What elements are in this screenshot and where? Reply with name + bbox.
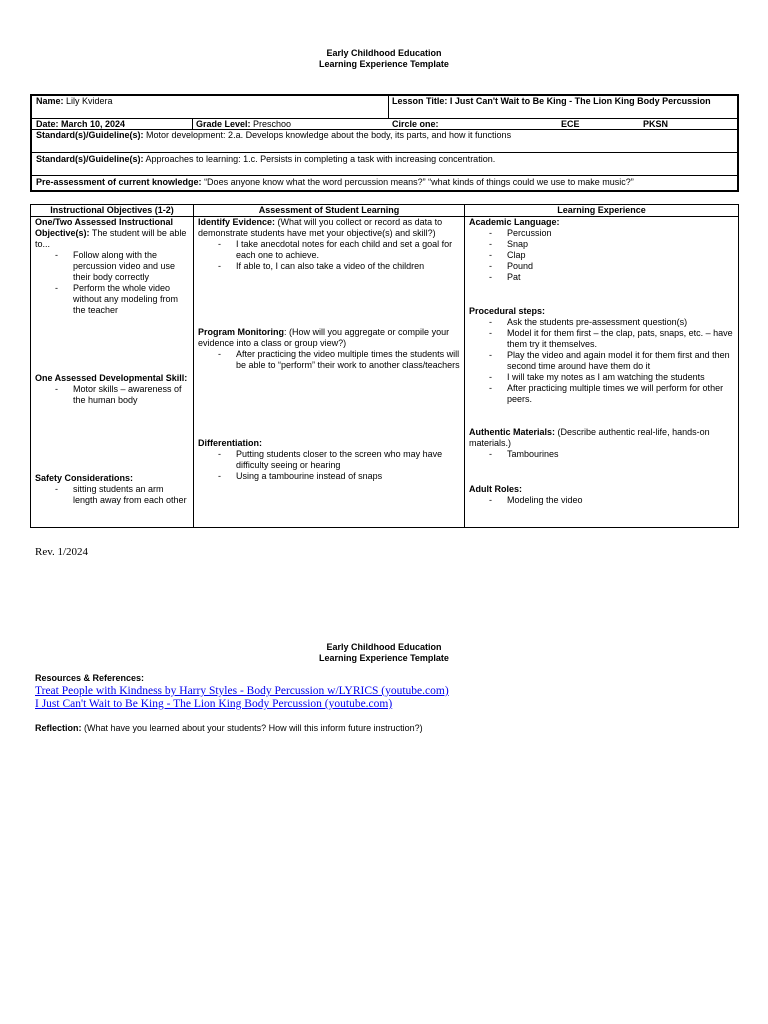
procedural-steps-section: Procedural steps: - Ask the students pre-assessment question(s) - Model it for them first – the clap, pats, snaps, etc. – have them try it themselves. - Play the video and again model it for them first and then second time around have them do it - I will take my notes as I am watching the students - After practicing multiple times we will perform for other peers. <box>469 306 734 405</box>
authentic-materials-section: Authentic Materials: (Describe authentic real-life, hands-on materials.) - Tambourines <box>469 427 734 460</box>
objectives-section: One/Two Assessed Instructional Objective(s): The student will be able to... - Follow along with the percussion video and use their body correctly - Perform the whole video without any modeling from the teacher <box>35 217 189 316</box>
lesson-info-table <box>30 94 739 192</box>
list-item: - Putting students closer to the screen who may have difficulty seeing or hearing <box>198 449 460 471</box>
list-item: - I take anecdotal notes for each child and set a goal for each one to achieve. <box>198 239 460 261</box>
doc-title-page2: Early Childhood Education <box>326 642 442 652</box>
list-item: - Modeling the video <box>469 495 734 506</box>
pre-assessment: Pre-assessment of current knowledge: “Does anyone know what the word percussion means?” “what kinds of things could we use to make music?” <box>36 177 634 187</box>
objectives-column <box>31 205 194 527</box>
list-item: - Ask the students pre-assessment question(s) <box>469 317 734 328</box>
column-header: Learning Experience <box>465 205 738 217</box>
list-item: - Motor skills – awareness of the human body <box>35 384 189 406</box>
doc-subtitle-page2: Learning Experience Template <box>319 653 449 663</box>
resources-heading: Resources & References: <box>35 673 145 683</box>
list-item: - After practicing the video multiple times the students will be able to “perform” their work to another class/teachers <box>198 349 460 371</box>
column-header: Instructional Objectives (1-2) <box>31 205 193 217</box>
list-item: - Using a tambourine instead of snaps <box>198 471 460 482</box>
differentiation-section: Differentiation: - Putting students closer to the screen who may have difficulty seeing or hearing - Using a tambourine instead of snaps <box>198 438 460 482</box>
list-item: - I will take my notes as I am watching the students <box>469 372 734 383</box>
evidence-section: Identify Evidence: (What will you collect or record as data to demonstrate students have met your objective(s) and skill?) - I take anecdotal notes for each child and set a goal for each one to achieve. - If able to, I can also take a video of the children <box>198 217 460 272</box>
list-item: - Clap <box>469 250 734 261</box>
list-item: - Model it for them first – the clap, pats, snaps, etc. – have them try it themselves. <box>469 328 734 350</box>
adult-roles-section: Adult Roles: - Modeling the video <box>469 484 734 506</box>
safety-section: Safety Considerations: - sitting students an arm length away from each other <box>35 473 189 506</box>
academic-language-section: Academic Language: - Percussion - Snap - Clap - Pound - Pat <box>469 217 734 283</box>
assessment-column <box>194 205 465 527</box>
name-field: Name: Lily Kvidera <box>36 96 113 106</box>
lesson-title-field: Lesson Title: I Just Can't Wait to Be King - The Lion King Body Percussion <box>392 96 711 106</box>
learning-experience-column <box>465 205 738 527</box>
lesson-plan-table <box>30 204 739 528</box>
doc-title: Early Childhood Education <box>326 48 442 58</box>
circle-option-ece: ECE <box>561 119 580 129</box>
list-item: - Follow along with the percussion video and use their body correctly <box>35 250 189 283</box>
list-item: - Pound <box>469 261 734 272</box>
standard-2: Standard(s)/Guideline(s): Approaches to learning: 1.c. Persists in completing a task with increasing concentration. <box>36 154 496 164</box>
column-header: Assessment of Student Learning <box>194 205 464 217</box>
circle-one-field: Circle one: ECE PKSN <box>392 119 669 129</box>
list-item: - After practicing multiple times we will perform for other peers. <box>469 383 734 405</box>
resource-link-1[interactable]: Treat People with Kindness by Harry Styles - Body Percussion w/LYRICS (youtube.com) <box>35 685 449 697</box>
list-item: - Snap <box>469 239 734 250</box>
list-item: - Percussion <box>469 228 734 239</box>
grade-level-field: Grade Level: Preschoo <box>196 119 292 129</box>
revision-note: Rev. 1/2024 <box>35 546 89 558</box>
reflection-prompt: Reflection: (What have you learned about your students? How will this inform future instruction?) <box>35 723 423 733</box>
list-item: - Tambourines <box>469 449 734 460</box>
monitoring-section: Program Monitoring: (How will you aggregate or compile your evidence into a class or group view?) - After practicing the video multiple times the students will be able to “perform” their work to another class/teachers <box>198 327 460 371</box>
list-item: - sitting students an arm length away from each other <box>35 484 189 506</box>
resource-link-2[interactable]: I Just Can't Wait to Be King - The Lion King Body Percussion (youtube.com) <box>35 698 393 710</box>
standard-1: Standard(s)/Guideline(s): Motor development: 2.a. Develops knowledge about the body, its parts, and how it functions <box>36 130 512 140</box>
list-item: - Pat <box>469 272 734 283</box>
dev-skill-section: One Assessed Developmental Skill: - Motor skills – awareness of the human body <box>35 373 189 406</box>
list-item: - Play the video and again model it for them first and then second time around have them do it <box>469 350 734 372</box>
date-field: Date: March 10, 2024 <box>36 119 126 129</box>
list-item: - Perform the whole video without any modeling from the teacher <box>35 283 189 316</box>
doc-subtitle: Learning Experience Template <box>319 59 449 69</box>
list-item: - If able to, I can also take a video of the children <box>198 261 460 272</box>
circle-option-pksn: PKSN <box>643 119 669 129</box>
